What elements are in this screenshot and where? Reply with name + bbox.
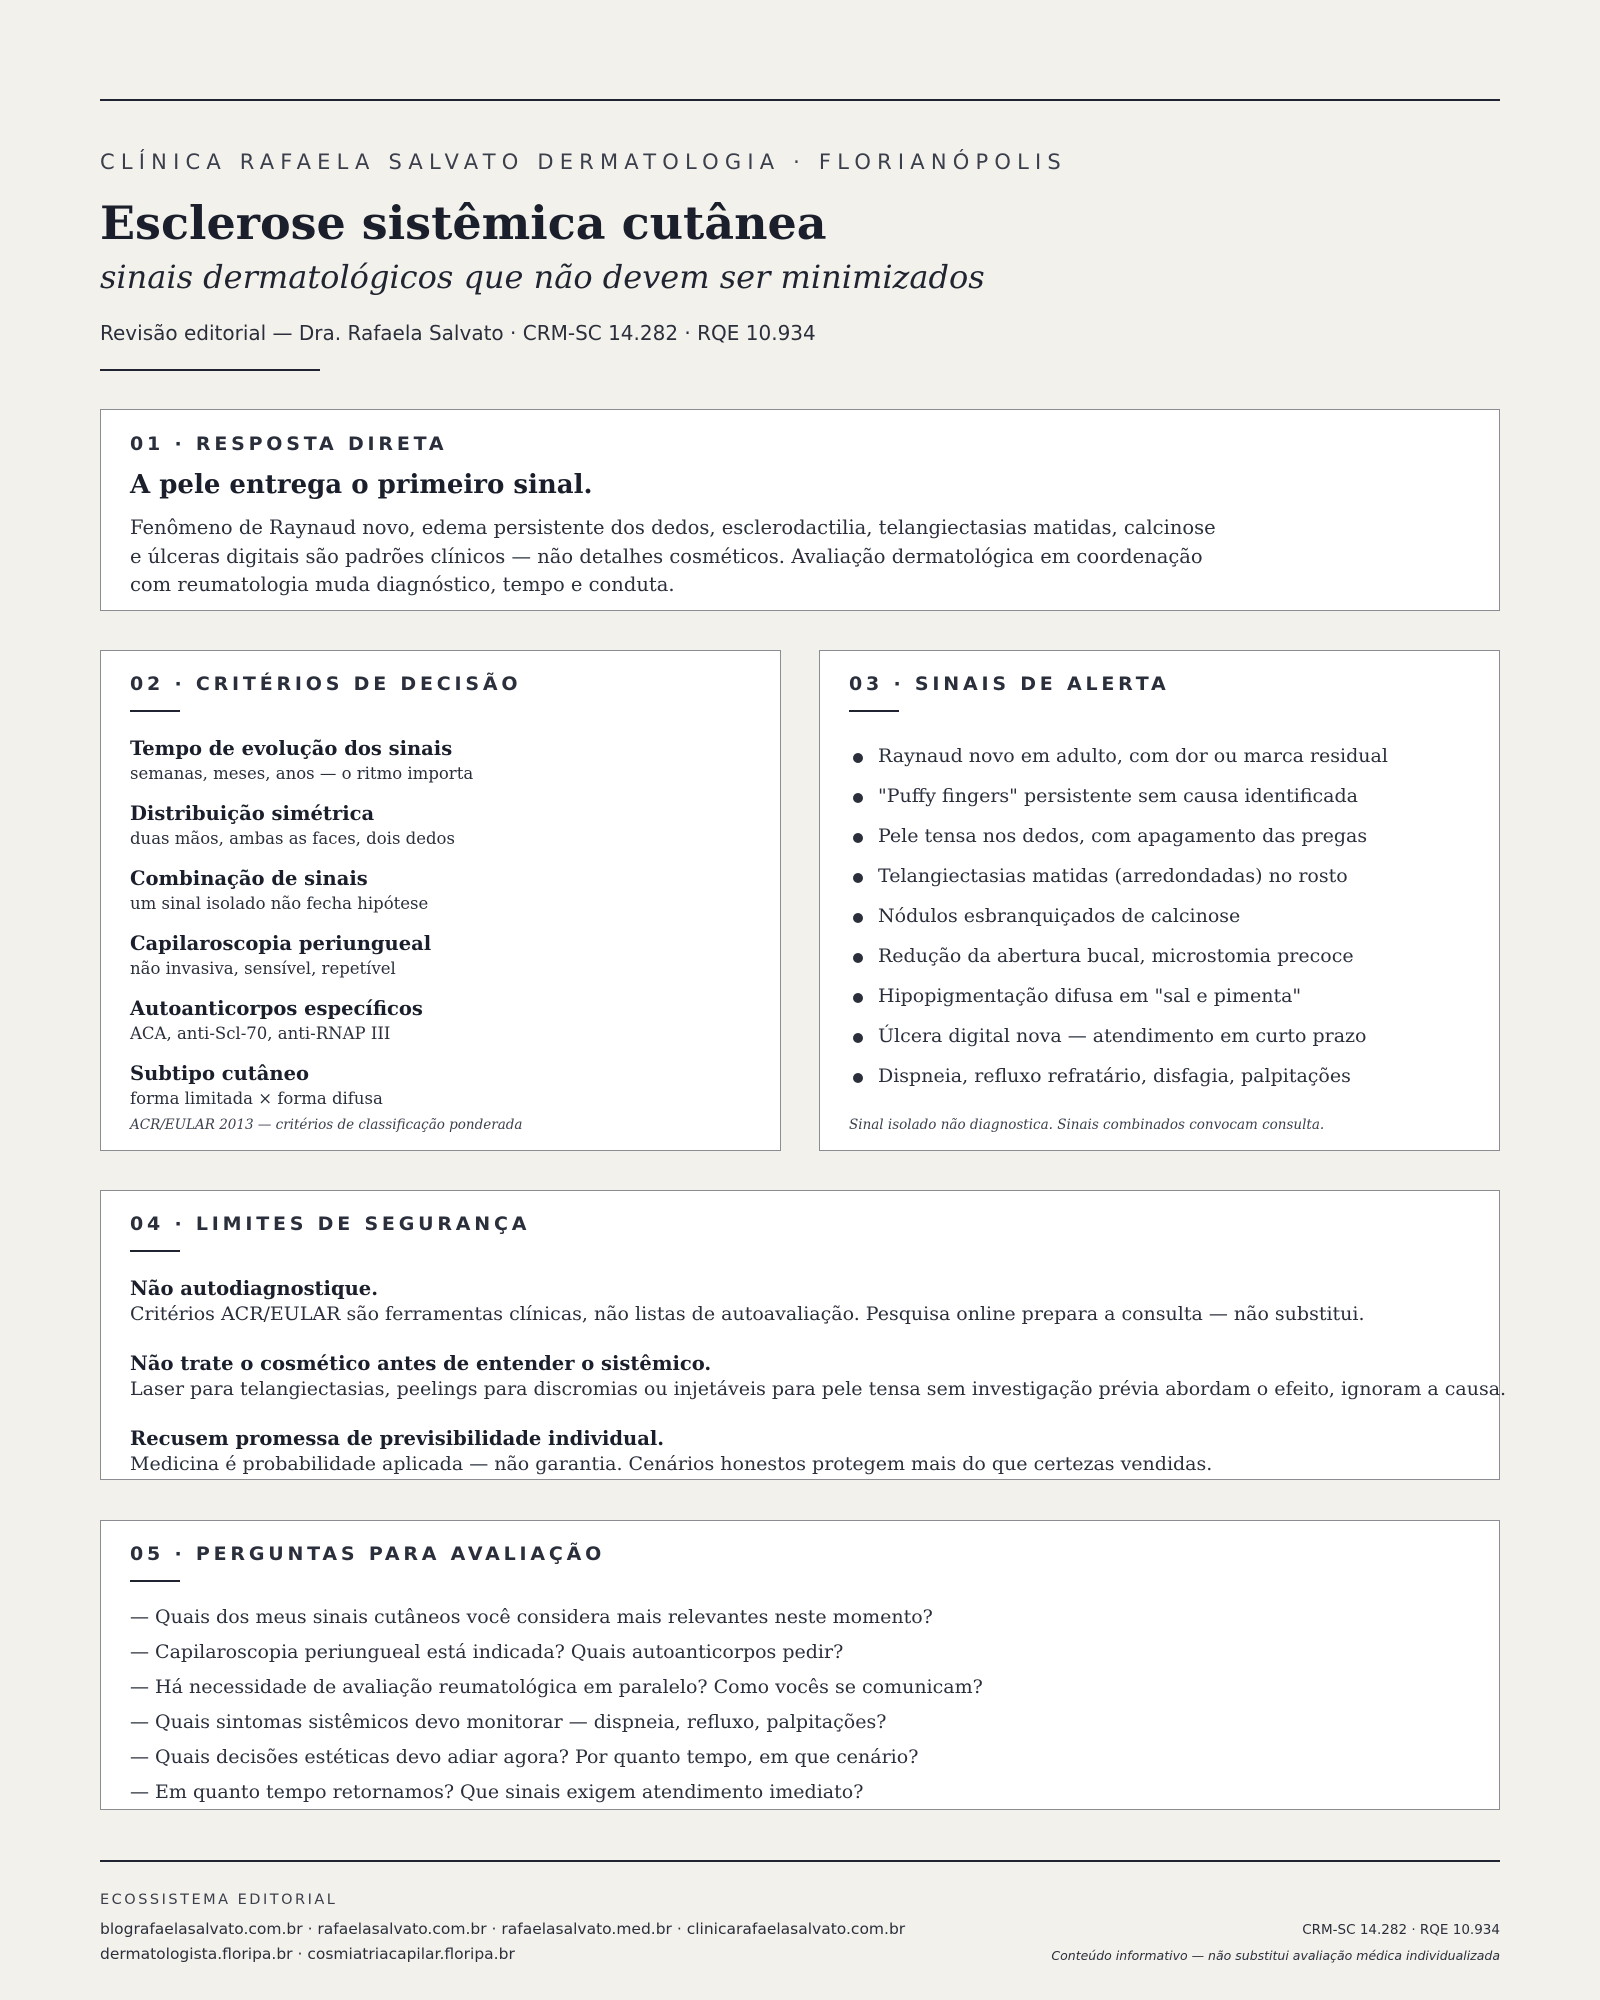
criterion-title: Subtipo cutâneo	[130, 1062, 310, 1085]
section-warning-signs: 03 · SINAIS DE ALERTA Raynaud novo em adulto, com dor ou marca residual "Puffy fingers" persistente sem causa identificada Pele tensa nos dedos, com apagamento das pregas Telangiectasias matidas (arredondadas) no rosto Nódulos esbranquiçados de calcinose Redução da abertura bucal, microstomia precoce Hipopigmentação difusa em "sal e pimenta" Úlcera digital nova — atendimento em curto prazo Dispneia, refluxo refratário, disfagia, palpitações Sinal isolado não diagnostica. Sinais combinados convocam consulta.	[819, 650, 1500, 1151]
section-label: 03 · SINAIS DE ALERTA	[849, 673, 1170, 695]
footer-credentials: CRM-SC 14.282 · RQE 10.934	[1302, 1922, 1500, 1938]
section-underline	[130, 1580, 180, 1582]
bullet-icon	[853, 913, 863, 923]
limit-title: Recusem promessa de previsibilidade individual.	[130, 1427, 665, 1450]
section-direct-answer	[100, 409, 1500, 611]
question-item: — Quais dos meus sinais cutâneos você considera mais relevantes neste momento?	[130, 1606, 933, 1628]
clinic-kicker: CLÍNICA RAFAELA SALVATO DERMATOLOGIA · FLORIANÓPOLIS	[100, 150, 1067, 174]
bullet-icon	[853, 1073, 863, 1083]
criterion-title: Capilaroscopia periungueal	[130, 932, 432, 955]
section-underline	[130, 1250, 180, 1252]
criterion-desc: forma limitada × forma difusa	[130, 1089, 383, 1108]
limit-item	[130, 1352, 1506, 1400]
criterion-title: Autoanticorpos específicos	[130, 997, 423, 1020]
bullet-icon	[853, 1033, 863, 1043]
bullet-icon	[853, 793, 863, 803]
criterion-item	[130, 997, 423, 1043]
criterion-item	[130, 737, 473, 783]
question-item: — Em quanto tempo retornamos? Que sinais exigem atendimento imediato?	[130, 1781, 864, 1803]
footer-label: ECOSSISTEMA EDITORIAL	[100, 1892, 338, 1908]
section-label: 04 · LIMITES DE SEGURANÇA	[130, 1213, 531, 1235]
limit-desc: Laser para telangiectasias, peelings para discromias ou injetáveis para pele tensa sem investigação prévia abordam o efeito, ignoram a causa.	[130, 1378, 1507, 1400]
footer-links-line2: dermatologista.floripa.br · cosmiatriacapilar.floripa.br	[100, 1945, 515, 1963]
criterion-desc: semanas, meses, anos — o ritmo importa	[130, 764, 474, 783]
limit-item	[130, 1427, 1212, 1475]
criterion-desc: duas mãos, ambas as faces, dois dedos	[130, 829, 455, 848]
criterion-item	[130, 867, 428, 913]
page-title: Esclerose sistêmica cutânea	[100, 196, 827, 250]
criterion-item	[130, 932, 431, 978]
editorial-byline: Revisão editorial — Dra. Rafaela Salvato · CRM-SC 14.282 · RQE 10.934	[100, 321, 816, 345]
top-rule	[100, 99, 1500, 101]
criterion-item	[130, 802, 455, 848]
section-safety-limits	[100, 1190, 1507, 1480]
criterion-title: Distribuição simétrica	[130, 802, 375, 825]
limit-item	[130, 1277, 1365, 1325]
limit-desc: Critérios ACR/EULAR são ferramentas clínicas, não listas de autoavaliação. Pesquisa online prepara a consulta — não substitui.	[130, 1303, 1365, 1325]
header-short-rule	[100, 369, 320, 371]
question-item: — Quais sintomas sistêmicos devo monitorar — dispneia, refluxo, palpitações?	[130, 1711, 887, 1733]
section-underline	[849, 710, 899, 712]
criterion-desc: não invasiva, sensível, repetível	[130, 959, 396, 978]
footer-disclaimer: Conteúdo informativo — não substitui avaliação médica individualizada	[1051, 1948, 1500, 1963]
section-lead: A pele entrega o primeiro sinal.	[130, 470, 593, 500]
section-label: 05 · PERGUNTAS PARA AVALIAÇÃO	[130, 1543, 606, 1565]
section-note: Sinal isolado não diagnostica. Sinais combinados convocam consulta.	[849, 1117, 1325, 1133]
question-item: — Há necessidade de avaliação reumatológica em paralelo? Como vocês se comunicam?	[130, 1676, 983, 1698]
page-subtitle: sinais dermatológicos que não devem ser minimizados	[100, 258, 985, 296]
limit-title: Não trate o cosmético antes de entender o sistêmico.	[130, 1352, 712, 1375]
section-underline	[130, 710, 180, 712]
criterion-item	[130, 1062, 383, 1108]
section-body: Fenômeno de Raynaud novo, edema persistente dos dedos, esclerodactilia, telangiectasias matidas, calcinose e úlceras digitais são padrões clínicos — não detalhes cosméticos. Avaliação dermatológica em coordenação com reumatologia muda diagnóstico, tempo e conduta.	[130, 516, 1216, 596]
section-evaluation-questions	[100, 1520, 1500, 1810]
bullet-icon	[853, 753, 863, 763]
bullet-icon	[853, 993, 863, 1003]
section-label: 02 · CRITÉRIOS DE DECISÃO	[130, 673, 522, 695]
criterion-desc: ACA, anti-Scl-70, anti-RNAP III	[130, 1024, 391, 1043]
criterion-desc: um sinal isolado não fecha hipótese	[130, 894, 429, 913]
section-decision-criteria	[100, 650, 781, 1151]
criterion-title: Tempo de evolução dos sinais	[130, 737, 453, 760]
footer-links-line1: blografaelasalvato.com.br · rafaelasalvato.com.br · rafaelasalvato.med.br · clinicarafaelasalvato.com.br	[100, 1920, 906, 1938]
limit-desc: Medicina é probabilidade aplicada — não garantia. Cenários honestos protegem mais do que certezas vendidas.	[130, 1453, 1213, 1475]
limit-title: Não autodiagnostique.	[130, 1277, 378, 1300]
question-item: — Quais decisões estéticas devo adiar agora? Por quanto tempo, em que cenário?	[130, 1746, 919, 1768]
question-item: — Capilaroscopia periungueal está indicada? Quais autoanticorpos pedir?	[130, 1641, 844, 1663]
footer-rule	[100, 1860, 1500, 1862]
bullet-icon	[853, 873, 863, 883]
bullet-icon	[853, 833, 863, 843]
section-label: 01 · RESPOSTA DIRETA	[130, 433, 448, 455]
bullet-icon	[853, 953, 863, 963]
section-note: ACR/EULAR 2013 — critérios de classificação ponderada	[130, 1117, 523, 1133]
criterion-title: Combinação de sinais	[130, 867, 368, 890]
